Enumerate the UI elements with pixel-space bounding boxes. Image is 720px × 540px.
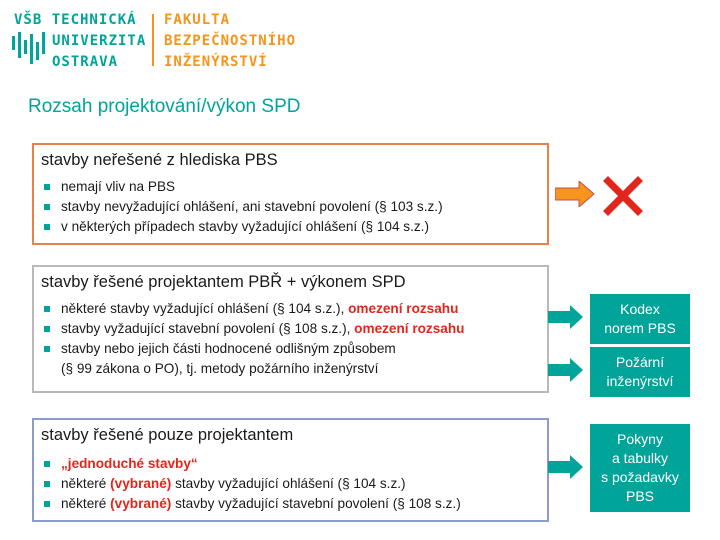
bullet-icon (44, 346, 50, 352)
list-item (44, 197, 443, 217)
section-title: stavby řešené pouze projektantem (41, 426, 294, 444)
section-box-unresolved (32, 143, 549, 245)
list-item-text: stavby nevyžadující ohlášení, ani stavební povolení (§ 103 s.z.) (61, 199, 443, 214)
bullet-list (44, 177, 443, 237)
bullet-icon (44, 306, 50, 312)
arrow-right-icon (548, 455, 584, 479)
list-item-text: v některých případech stavby vyžadující ohlášení (§ 104 s.z.) (61, 219, 429, 234)
section-title: stavby neřešené z hlediska PBS (41, 151, 278, 169)
list-item-text: stavby vyžadující stavební povolení (§ 108 s.z.) (171, 496, 461, 511)
label-line: norem PBS (604, 320, 676, 336)
highlight-text: (vybrané) (110, 476, 172, 491)
bullet-list (44, 454, 461, 514)
arrow-right-icon (548, 305, 584, 329)
label-line: Požární (615, 354, 665, 370)
label-line: Kodex (620, 301, 660, 317)
highlight-text: omezení rozsahu (354, 321, 465, 336)
label-line: a tabulky (611, 450, 669, 466)
faculty-line-2: BEZPEČNOSTNÍHO (164, 33, 297, 49)
list-item (44, 177, 443, 197)
list-item (44, 339, 464, 379)
logo-line-2: UNIVERZITA (52, 33, 147, 49)
university-logo-text (14, 10, 146, 73)
label-box-pozarni (590, 347, 690, 397)
label-line: s požadavky (601, 469, 679, 485)
highlight-text: omezení rozsahu (348, 301, 459, 316)
label-box-pokyny (590, 424, 690, 512)
logo-line-1: VŠB TECHNICKÁ (14, 12, 137, 28)
list-item (44, 299, 464, 319)
faculty-line-3: INŽENÝRSTVÍ (164, 54, 268, 70)
list-item (44, 454, 461, 474)
slide-title: Rozsah projektování/výkon SPD (28, 96, 301, 117)
list-item-continuation: (§ 99 zákona o PO), tj. metody požárního inženýrství (61, 361, 379, 376)
list-item-text: „jednoduché stavby“ (61, 456, 198, 471)
section-box-pbr-spd (32, 265, 549, 393)
logo-divider (152, 14, 154, 66)
list-item-text: některé (61, 496, 111, 511)
list-item-text: stavby vyžadující stavební povolení (§ 108 s.z.), (61, 321, 355, 336)
logo-line-3: OSTRAVA (52, 54, 119, 70)
bullet-list (44, 299, 464, 379)
faculty-logo-text (164, 10, 296, 73)
bullet-icon (44, 501, 50, 507)
highlight-text: (vybrané) (110, 496, 172, 511)
red-cross-icon (603, 176, 643, 216)
list-item (44, 494, 461, 514)
arrow-right-icon (548, 358, 584, 382)
list-item-text: stavby vyžadující ohlášení (§ 104 s.z.) (171, 476, 406, 491)
bullet-icon (44, 326, 50, 332)
arrow-right-icon (555, 181, 595, 207)
list-item-text: některé (61, 476, 111, 491)
list-item (44, 319, 464, 339)
label-box-kodex (590, 294, 690, 344)
label-line: PBS (625, 488, 654, 504)
label-line: inženýrství (606, 373, 674, 389)
bullet-icon (44, 481, 50, 487)
list-item-text: nemají vliv na PBS (61, 179, 176, 194)
list-item-text: stavby nebo jejich části hodnocené odlišným způsobem (61, 341, 396, 356)
bullet-icon (44, 461, 50, 467)
section-title: stavby řešené projektantem PBŘ + výkonem SPD (41, 273, 406, 291)
list-item (44, 217, 443, 237)
list-item (44, 474, 461, 494)
bullet-icon (44, 224, 50, 230)
list-item-text: některé stavby vyžadující ohlášení (§ 104 s.z.), (61, 301, 349, 316)
faculty-line-1: FAKULTA (164, 12, 231, 28)
label-line: Pokyny (617, 431, 663, 447)
bullet-icon (44, 184, 50, 190)
bullet-icon (44, 204, 50, 210)
section-box-designer-only (32, 418, 549, 522)
